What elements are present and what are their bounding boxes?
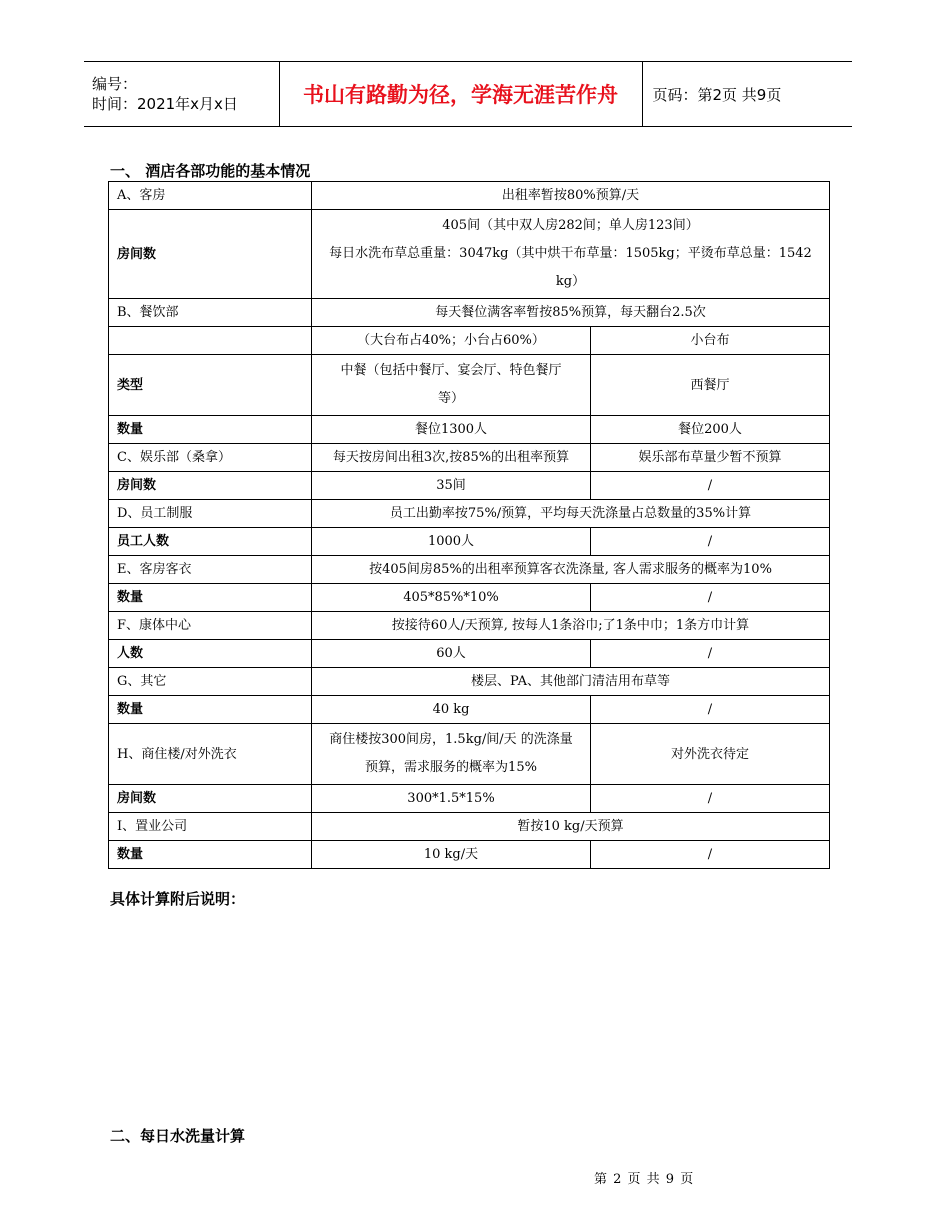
row-value-left <box>312 724 591 785</box>
row-value-right: 西餐厅 <box>591 355 830 416</box>
row-value-left: 10 kg/天 <box>312 841 591 869</box>
row-label: E、客房客衣 <box>109 556 312 584</box>
row-value-left: 405*85%*10% <box>312 584 591 612</box>
row-value-line: 商住楼按300间房，1.5kg/间/天 的洗涤量 <box>329 732 573 747</box>
table-row <box>109 612 830 640</box>
row-label: 人数 <box>109 640 312 668</box>
table-row <box>109 696 830 724</box>
calculation-note: 具体计算附后说明： <box>110 890 246 908</box>
row-label <box>109 327 312 355</box>
row-value-line: kg） <box>555 274 586 289</box>
section-2-title: 二、每日水洗量计算 <box>110 1127 246 1145</box>
page-header <box>84 61 852 127</box>
row-value-right: / <box>591 696 830 724</box>
row-value-right: / <box>591 785 830 813</box>
row-value-left: 35间 <box>312 472 591 500</box>
row-label: 数量 <box>109 841 312 869</box>
row-value: 楼层、PA、其他部门清洁用布草等 <box>312 668 830 696</box>
row-label: H、商住楼/对外洗衣 <box>109 724 312 785</box>
row-value-left <box>312 355 591 416</box>
hotel-function-table <box>108 181 830 869</box>
row-value-right: 对外洗衣待定 <box>591 724 830 785</box>
row-value-left: 300*1.5*15% <box>312 785 591 813</box>
row-value-left: 餐位1300人 <box>312 416 591 444</box>
row-label: F、康体中心 <box>109 612 312 640</box>
document-time-label: 时间：2021年x月x日 <box>92 95 238 113</box>
row-value: 按接待60人/天预算, 按每人1条浴巾;了1条中巾；1条方巾计算 <box>312 612 830 640</box>
row-value: 出租率暂按80%预算/天 <box>312 182 830 210</box>
row-value-right: / <box>591 640 830 668</box>
row-label: I、置业公司 <box>109 813 312 841</box>
row-label: 员工人数 <box>109 528 312 556</box>
row-value-right: 小台布 <box>591 327 830 355</box>
row-label: C、娱乐部（桑拿） <box>109 444 312 472</box>
row-value-line: 等） <box>437 391 464 406</box>
row-label: 类型 <box>109 355 312 416</box>
row-label: D、员工制服 <box>109 500 312 528</box>
row-label: 房间数 <box>109 210 312 299</box>
table-row <box>109 500 830 528</box>
header-meta <box>84 62 279 127</box>
section-1-title: 一、 酒店各部功能的基本情况 <box>110 162 311 180</box>
row-value: 按405间房85%的出租率预算客衣洗涤量, 客人需求服务的概率为10% <box>312 556 830 584</box>
header-motto: 书山有路勤为径，学海无涯苦作舟 <box>279 62 642 127</box>
row-label: G、其它 <box>109 668 312 696</box>
table-row <box>109 444 830 472</box>
row-value-line: 每日水洗布草总重量：3047kg（其中烘干布草量：1505kg；平烫布草总量：1542 <box>329 246 812 261</box>
row-value-right: / <box>591 841 830 869</box>
row-label: 数量 <box>109 696 312 724</box>
row-value-left: 每天按房间出租3次,按85%的出租率预算 <box>312 444 591 472</box>
table-row <box>109 584 830 612</box>
table-row <box>109 299 830 327</box>
row-value-left: 40 kg <box>312 696 591 724</box>
table-row <box>109 416 830 444</box>
table-row <box>109 355 830 416</box>
table-row <box>109 841 830 869</box>
row-label: 数量 <box>109 416 312 444</box>
row-label: B、餐饮部 <box>109 299 312 327</box>
document-number-label: 编号： <box>92 75 138 93</box>
row-value-right: / <box>591 584 830 612</box>
header-page-code: 页码：第2页 共9页 <box>642 62 852 127</box>
table-row <box>109 556 830 584</box>
row-value-line: 中餐（包括中餐厅、宴会厅、特色餐厅 <box>340 363 562 378</box>
table-row <box>109 210 830 299</box>
table-row <box>109 813 830 841</box>
row-value-line: 405间（其中双人房282间；单人房123间） <box>442 218 699 233</box>
table-row <box>109 472 830 500</box>
row-value-right: / <box>591 472 830 500</box>
row-value: 暂按10 kg/天预算 <box>312 813 830 841</box>
page-footer: 第 2 页 共 9 页 <box>594 1172 695 1187</box>
row-value-line: 预算，需求服务的概率为15% <box>365 760 537 775</box>
table-row <box>109 182 830 210</box>
row-value-left: 1000人 <box>312 528 591 556</box>
table-row <box>109 668 830 696</box>
row-value-right: 娱乐部布草量少暂不预算 <box>591 444 830 472</box>
table-row <box>109 785 830 813</box>
row-value-right: 餐位200人 <box>591 416 830 444</box>
row-value: 员工出勤率按75%/预算，平均每天洗涤量占总数量的35%计算 <box>312 500 830 528</box>
row-value-right: / <box>591 528 830 556</box>
table-row <box>109 724 830 785</box>
row-value-left: 60人 <box>312 640 591 668</box>
table-row <box>109 327 830 355</box>
row-label: 房间数 <box>109 785 312 813</box>
table-row <box>109 640 830 668</box>
row-value <box>312 210 830 299</box>
row-label: A、客房 <box>109 182 312 210</box>
row-value-left: （大台布占40%；小台占60%） <box>312 327 591 355</box>
row-value: 每天餐位满客率暂按85%预算，每天翻台2.5次 <box>312 299 830 327</box>
table-row <box>109 528 830 556</box>
row-label: 房间数 <box>109 472 312 500</box>
row-label: 数量 <box>109 584 312 612</box>
